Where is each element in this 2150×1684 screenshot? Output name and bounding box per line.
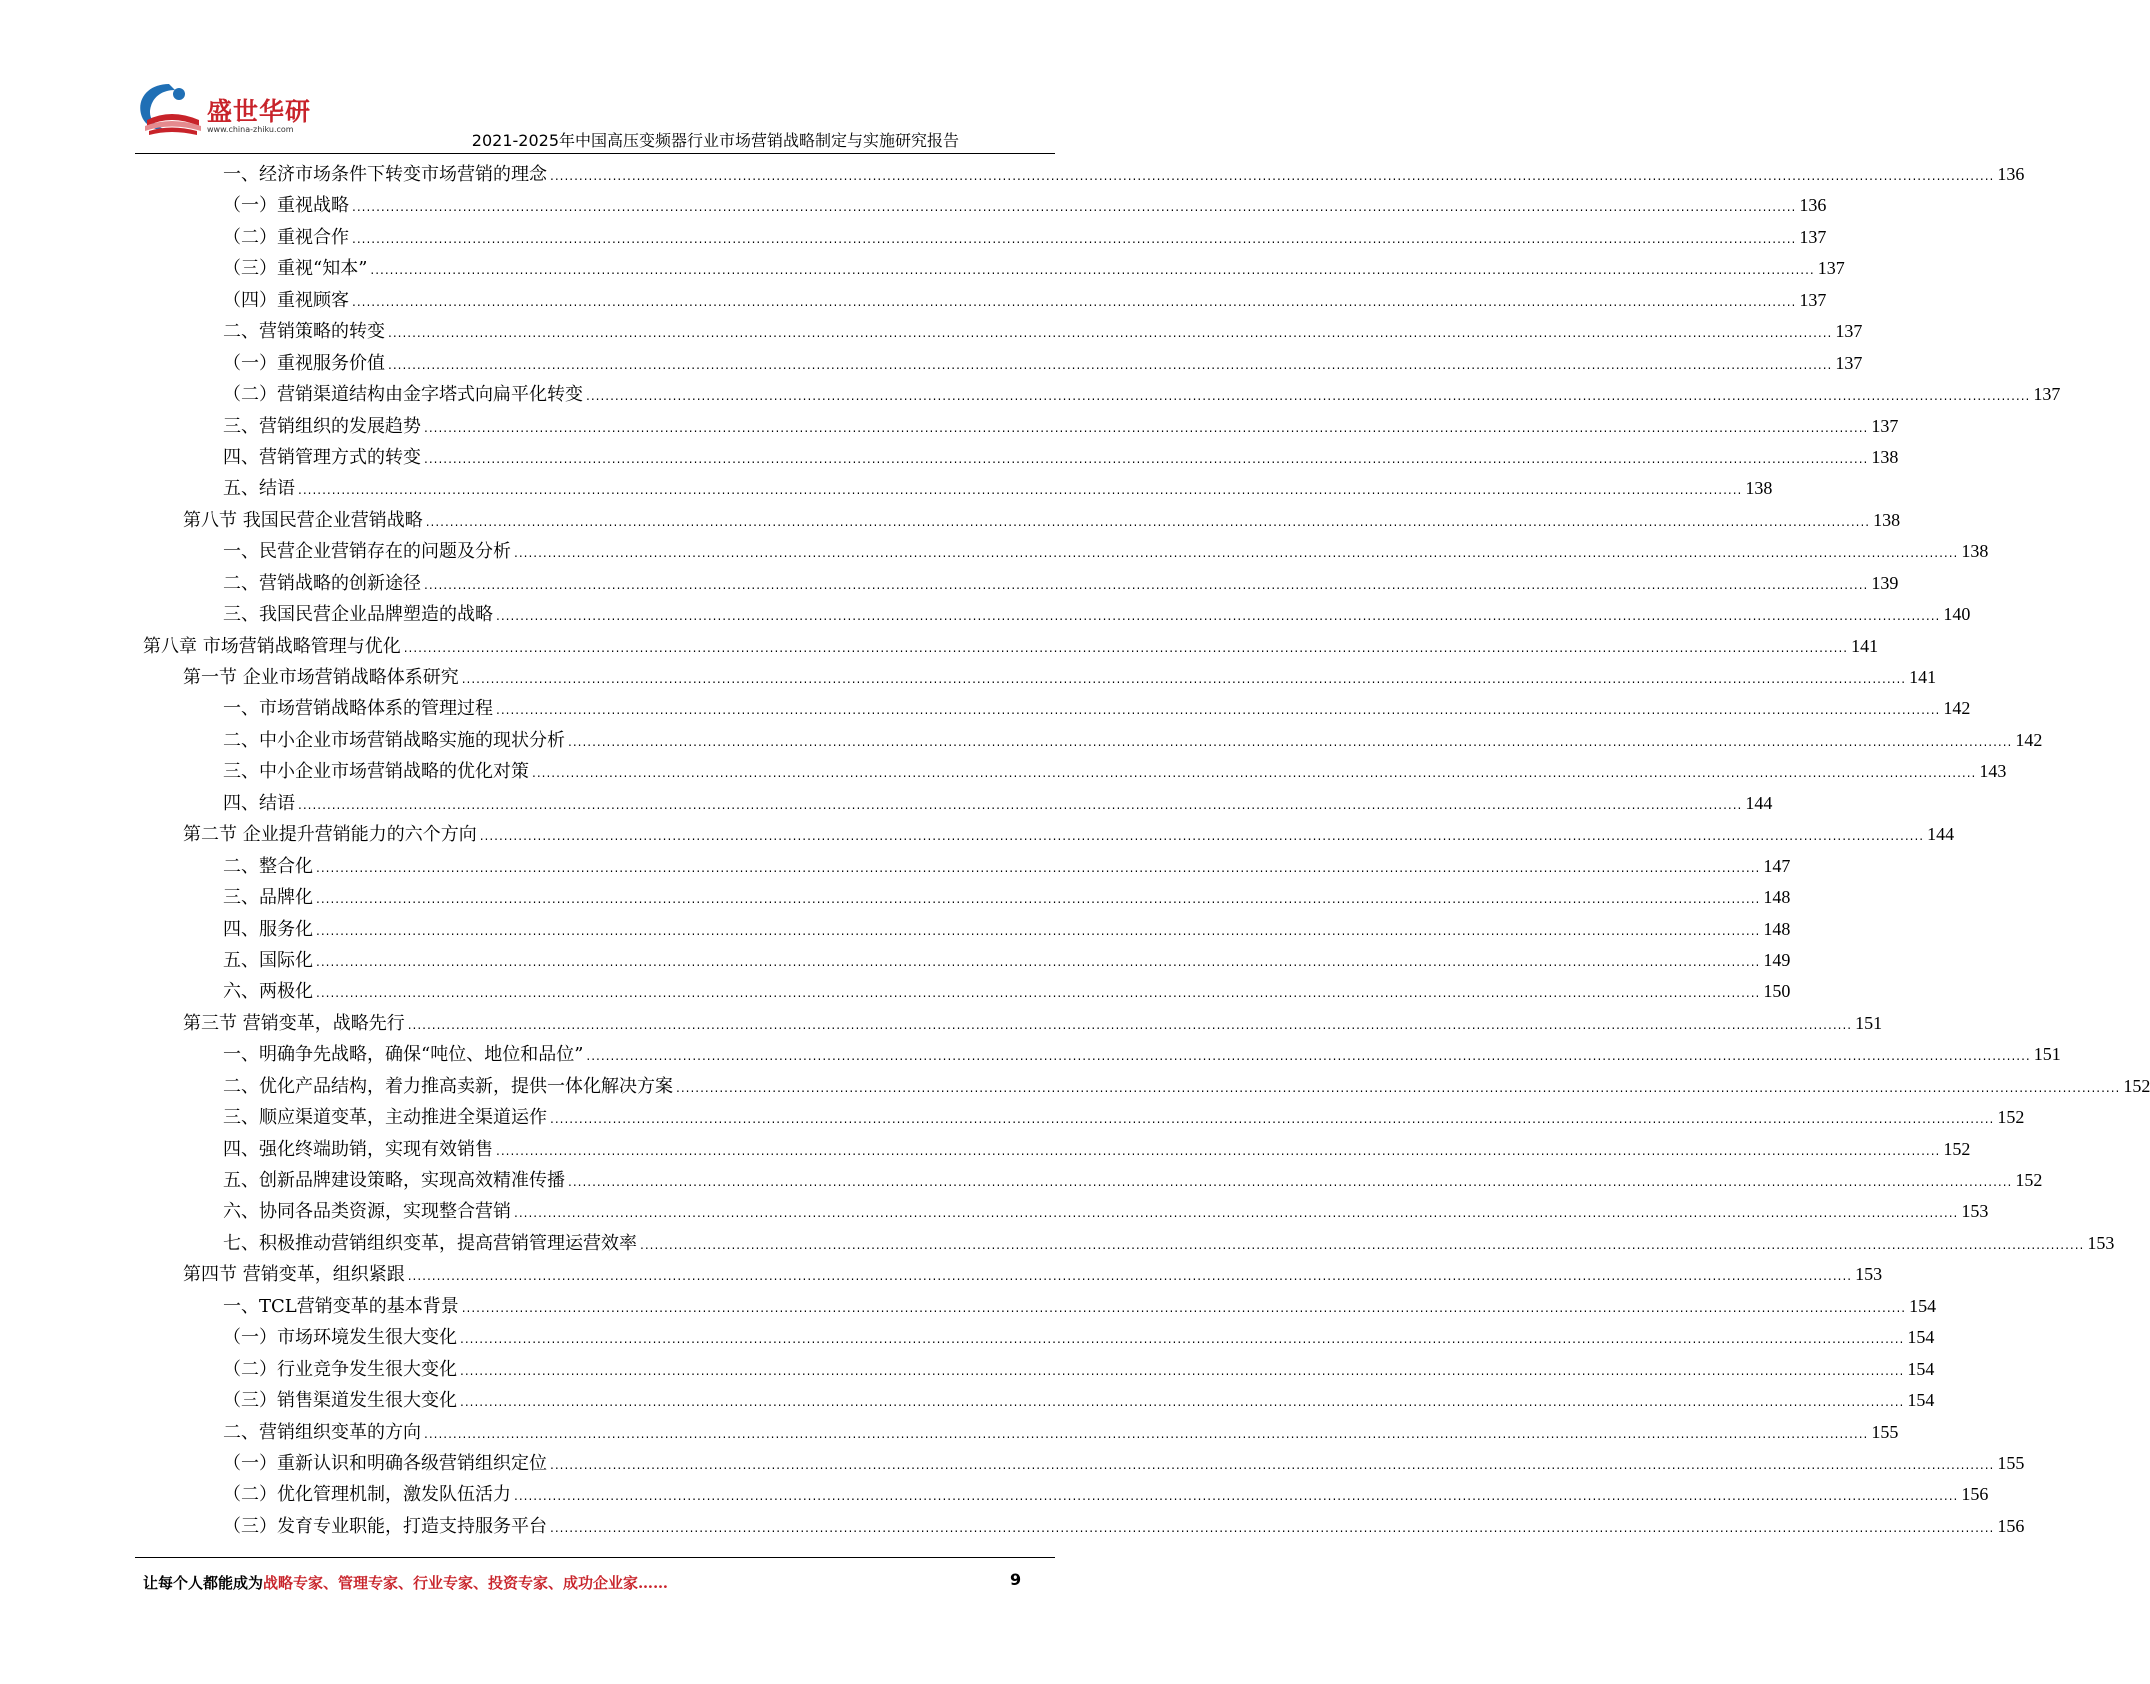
- toc-entry-page: 136: [1997, 164, 2025, 184]
- slogan-highlight: 战略专家、管理专家、行业专家、投资专家、成功企业家……: [263, 1574, 669, 1592]
- toc-entry-label: 二、整合化: [223, 855, 313, 877]
- toc-entry-label: （四）重视顾客: [223, 289, 349, 311]
- toc-dot-leader: ............................................................................................................................................................................................................................................................................................................: [424, 1426, 1869, 1441]
- toc-entry-label: （一）重新认识和明确各级营销组织定位: [223, 1452, 547, 1474]
- toc-entry-page: 140: [1943, 604, 1971, 625]
- toc-entry-label: 二、优化产品结构，着力推高卖新，提供一体化解决方案: [223, 1075, 673, 1097]
- toc-entry-page: 143: [1979, 761, 2007, 782]
- toc-dot-leader: ............................................................................................................................................................................................................................................................................................................: [424, 451, 1869, 466]
- company-logo: [135, 80, 310, 150]
- toc-dot-leader: ............................................................................................................................................................................................................................................................................................................: [568, 1175, 2013, 1189]
- toc-dot-leader: ............................................................................................................................................................................................................................................................................................................: [676, 1080, 2121, 1095]
- toc-entry-label: 四、服务化: [223, 918, 313, 940]
- toc-dot-leader: ............................................................................................................................................................................................................................................................................................................: [460, 1332, 1905, 1347]
- toc-entry-label: （一）市场环境发生很大变化: [223, 1327, 457, 1349]
- toc-entry[interactable]: [143, 1355, 1935, 1386]
- toc-dot-leader: ............................................................................................................................................................................................................................................................................................................: [496, 703, 1941, 718]
- toc-entry-page: 155: [1997, 1452, 2025, 1473]
- toc-dot-leader: ............................................................................................................................................................................................................................................................................................................: [403, 640, 1849, 655]
- toc-entry-label: （三）销售渠道发生很大变化: [223, 1390, 457, 1412]
- toc-entry-page: 141: [1909, 667, 1937, 687]
- toc-entry[interactable]: [143, 789, 1773, 820]
- toc-dot-leader: ............................................................................................................................................................................................................................................................................................................: [352, 200, 1797, 215]
- toc-entry-page: 138: [1745, 478, 1773, 499]
- toc-entry[interactable]: [143, 1512, 2025, 1543]
- toc-entry-label: 二、营销组织变革的方向: [223, 1421, 421, 1443]
- toc-entry-label: 四、强化终端助销，实现有效销售: [223, 1138, 493, 1160]
- toc-entry-page: 151: [1855, 1012, 1883, 1033]
- toc-dot-leader: ............................................................................................................................................................................................................................................................................................................: [460, 1395, 1905, 1410]
- toc-entry[interactable]: [143, 254, 1845, 285]
- toc-entry-page: 142: [2015, 729, 2043, 750]
- toc-entry[interactable]: [143, 160, 2025, 191]
- toc-entry-label: 第三节 营销变革，战略先行: [183, 1012, 405, 1034]
- toc-dot-leader: ............................................................................................................................................................................................................................................................................................................: [424, 577, 1869, 592]
- toc-entry[interactable]: [143, 1072, 2150, 1103]
- toc-entry-page: 137: [1799, 289, 1827, 310]
- toc-dot-leader: ............................................................................................................................................................................................................................................................................................................: [316, 954, 1761, 969]
- toc-entry-label: 一、明确争先战略，确保“吨位、地位和品位”: [223, 1044, 584, 1066]
- toc-entry[interactable]: [143, 726, 2043, 757]
- toc-entry[interactable]: [143, 1480, 1989, 1511]
- toc-entry-page: 138: [1961, 541, 1989, 562]
- toc-entry-page: 153: [1855, 1264, 1883, 1285]
- toc-entry-page: 153: [1961, 1201, 1989, 1222]
- toc-entry-page: 154: [1909, 1295, 1937, 1316]
- toc-dot-leader: ............................................................................................................................................................................................................................................................................................................: [532, 766, 1977, 781]
- toc-dot-leader: ............................................................................................................................................................................................................................................................................................................: [514, 1489, 1959, 1504]
- toc-entry-label: 五、创新品牌建设策略，实现高效精准传播: [223, 1170, 565, 1191]
- toc-entry-label: 四、营销管理方式的转变: [223, 446, 421, 468]
- toc-dot-leader: ............................................................................................................................................................................................................................................................................................................: [388, 326, 1833, 341]
- toc-entry-label: 第一节 企业市场营销战略体系研究: [183, 667, 459, 688]
- toc-entry-label: 二、营销战略的创新途径: [223, 572, 421, 594]
- toc-entry[interactable]: [143, 1009, 1883, 1040]
- toc-entry[interactable]: [143, 852, 1791, 883]
- report-title: 2021-2025年中国高压变频器行业市场营销战略制定与实施研究报告: [471, 131, 959, 150]
- toc-dot-leader: ............................................................................................................................................................................................................................................................................................................: [550, 1457, 1995, 1472]
- toc-entry-page: 148: [1763, 887, 1791, 908]
- header-divider: [135, 153, 1055, 154]
- toc-entry-label: 一、民营企业营销存在的问题及分析: [223, 541, 511, 563]
- toc-entry[interactable]: [143, 915, 1791, 946]
- toc-entry[interactable]: [143, 632, 1879, 663]
- toc-entry-label: 二、中小企业市场营销战略实施的现状分析: [223, 729, 565, 751]
- toc-entry-page: 152: [1943, 1138, 1971, 1159]
- toc-entry-label: （一）重视战略: [223, 195, 349, 217]
- toc-dot-leader: ............................................................................................................................................................................................................................................................................................................: [514, 1206, 1959, 1221]
- toc-entry[interactable]: [143, 977, 1791, 1008]
- toc-entry-page: 144: [1927, 824, 1955, 845]
- toc-dot-leader: ............................................................................................................................................................................................................................................................................................................: [388, 357, 1833, 372]
- toc-entry[interactable]: [143, 380, 2061, 411]
- toc-entry-label: 三、顺应渠道变革，主动推进全渠道运作: [223, 1107, 547, 1129]
- toc-entry-page: 152: [1997, 1107, 2025, 1128]
- toc-dot-leader: ............................................................................................................................................................................................................................................................................................................: [586, 389, 2031, 404]
- toc-entry[interactable]: [143, 1418, 1899, 1449]
- toc-entry-label: （三）发育专业职能，打造支持服务平台: [223, 1515, 547, 1537]
- toc-dot-leader: ............................................................................................................................................................................................................................................................................................................: [479, 829, 1925, 844]
- toc-dot-leader: ............................................................................................................................................................................................................................................................................................................: [461, 1300, 1907, 1315]
- toc-entry-page: 153: [2087, 1232, 2115, 1253]
- logo-url: www.china-zhiku.com: [207, 125, 294, 134]
- toc-dot-leader: ............................................................................................................................................................................................................................................................................................................: [316, 860, 1761, 875]
- toc-entry-label: 三、中小企业市场营销战略的优化对策: [223, 761, 529, 783]
- toc-entry-label: 三、营销组织的发展趋势: [223, 415, 421, 437]
- toc-entry-label: 七、积极推动营销组织变革，提高营销管理运营效率: [223, 1232, 637, 1254]
- toc-entry-label: 五、国际化: [223, 949, 313, 971]
- toc-entry-page: 147: [1763, 855, 1791, 876]
- toc-dot-leader: ............................................................................................................................................................................................................................................................................................................: [586, 1049, 2031, 1064]
- toc-entry[interactable]: [143, 1103, 2025, 1134]
- logo-name: 盛世华研: [207, 97, 312, 126]
- toc-entry-page: 155: [1871, 1421, 1899, 1442]
- toc-entry[interactable]: [143, 1260, 1883, 1291]
- toc-entry-label: （二）重视合作: [223, 226, 349, 248]
- toc-entry-page: 137: [1835, 321, 1863, 342]
- toc-entry[interactable]: [143, 1323, 1935, 1354]
- toc-entry[interactable]: [143, 1197, 1989, 1228]
- toc-entry-label: 二、营销策略的转变: [223, 321, 385, 343]
- toc-entry-label: （三）重视“知本”: [223, 258, 368, 280]
- toc-dot-leader: ............................................................................................................................................................................................................................................................................................................: [461, 672, 1907, 686]
- toc-dot-leader: ............................................................................................................................................................................................................................................................................................................: [424, 420, 1869, 435]
- toc-entry[interactable]: [143, 663, 1937, 694]
- toc-dot-leader: ............................................................................................................................................................................................................................................................................................................: [352, 294, 1797, 309]
- toc-entry-page: 141: [1851, 635, 1879, 656]
- toc-dot-leader: ............................................................................................................................................................................................................................................................................................................: [407, 1017, 1853, 1032]
- toc-dot-leader: ............................................................................................................................................................................................................................................................................................................: [407, 1269, 1853, 1284]
- toc-entry-page: 137: [1817, 258, 1845, 279]
- toc-entry-page: 148: [1763, 918, 1791, 939]
- toc-dot-leader: ............................................................................................................................................................................................................................................................................................................: [298, 483, 1743, 498]
- page-header: [0, 0, 1191, 160]
- toc-entry-page: 156: [1961, 1484, 1989, 1505]
- toc-entry[interactable]: [143, 946, 1791, 977]
- toc-entry[interactable]: [143, 223, 1827, 254]
- toc-entry-label: 一、经济市场条件下转变市场营销的理念: [223, 164, 547, 185]
- toc-entry[interactable]: [143, 317, 1863, 348]
- toc-dot-leader: ............................................................................................................................................................................................................................................................................................................: [298, 797, 1743, 812]
- toc-entry-label: 第八节 我国民营企业营销战略: [183, 509, 423, 531]
- toc-entry-page: 156: [1997, 1515, 2025, 1536]
- toc-entry-page: 144: [1745, 792, 1773, 813]
- toc-entry-page: 150: [1763, 981, 1791, 1002]
- toc-dot-leader: ............................................................................................................................................................................................................................................................................................................: [352, 231, 1797, 246]
- toc-entry[interactable]: [143, 443, 1899, 474]
- toc-entry[interactable]: [143, 1135, 1971, 1166]
- toc-entry[interactable]: [143, 1292, 1937, 1323]
- toc-entry-label: 一、市场营销战略体系的管理过程: [223, 698, 493, 720]
- toc-entry[interactable]: [143, 1166, 2043, 1197]
- page-number: 9: [1010, 1570, 1022, 1589]
- toc-entry-page: 151: [2033, 1044, 2061, 1065]
- toc-entry[interactable]: [143, 1386, 1935, 1417]
- toc-entry[interactable]: [143, 1040, 2061, 1071]
- toc-entry-label: 三、我国民营企业品牌塑造的战略: [223, 604, 493, 626]
- toc-dot-leader: ............................................................................................................................................................................................................................................................................................................: [550, 1520, 1995, 1535]
- toc-entry-label: （一）重视服务价值: [223, 352, 385, 374]
- toc-entry[interactable]: [143, 474, 1773, 505]
- toc-entry[interactable]: [143, 191, 1827, 222]
- toc-dot-leader: ............................................................................................................................................................................................................................................................................................................: [514, 546, 1959, 561]
- toc-dot-leader: ............................................................................................................................................................................................................................................................................................................: [316, 986, 1761, 1001]
- toc-entry-page: 138: [1871, 446, 1899, 467]
- toc-entry-page: 152: [2015, 1170, 2043, 1190]
- toc-entry-label: 一、TCL营销变革的基本背景: [223, 1295, 459, 1317]
- toc-entry-label: 第八章 市场营销战略管理与优化: [143, 635, 401, 657]
- toc-entry-label: 四、结语: [223, 792, 295, 814]
- toc-entry-page: 154: [1907, 1390, 1935, 1411]
- toc-entry-label: 六、协同各品类资源，实现整合营销: [223, 1201, 511, 1223]
- toc-entry[interactable]: [143, 600, 1971, 631]
- toc-entry-label: 第四节 营销变革，组织紧跟: [183, 1264, 405, 1286]
- toc-entry-label: 三、品牌化: [223, 887, 313, 909]
- toc-entry-label: （二）行业竞争发生很大变化: [223, 1358, 457, 1380]
- toc-entry-page: 142: [1943, 698, 1971, 719]
- slogan-prefix: 让每个人都能成为: [143, 1574, 264, 1592]
- toc-dot-leader: ............................................................................................................................................................................................................................................................................................................: [568, 734, 2013, 749]
- toc-entry[interactable]: [143, 412, 1899, 443]
- toc-entry[interactable]: [143, 286, 1827, 317]
- toc-entry-page: 137: [2033, 384, 2061, 405]
- toc-entry[interactable]: [143, 1449, 2025, 1480]
- toc-entry[interactable]: [143, 883, 1791, 914]
- toc-entry-label: 第二节 企业提升营销能力的六个方向: [183, 824, 477, 846]
- toc-entry-page: 139: [1871, 572, 1899, 593]
- toc-dot-leader: ............................................................................................................................................................................................................................................................................................................: [496, 1143, 1941, 1158]
- footer-divider: [135, 1557, 1055, 1558]
- toc-entry-page: 137: [1835, 352, 1863, 373]
- toc-entry[interactable]: [143, 820, 1955, 851]
- toc-entry[interactable]: [143, 1229, 2115, 1260]
- toc-entry[interactable]: [143, 757, 2007, 788]
- toc-dot-leader: ............................................................................................................................................................................................................................................................................................................: [550, 1112, 1995, 1127]
- toc-dot-leader: ............................................................................................................................................................................................................................................................................................................: [316, 923, 1761, 938]
- toc-entry[interactable]: [143, 694, 1971, 725]
- toc-dot-leader: ............................................................................................................................................................................................................................................................................................................: [370, 263, 1815, 278]
- toc-dot-leader: ............................................................................................................................................................................................................................................................................................................: [640, 1237, 2085, 1252]
- toc-entry-label: 六、两极化: [223, 981, 313, 1003]
- toc-dot-leader: ............................................................................................................................................................................................................................................................................................................: [496, 609, 1941, 624]
- toc-dot-leader: ............................................................................................................................................................................................................................................................................................................: [550, 169, 1995, 183]
- toc-entry-page: 149: [1763, 949, 1791, 970]
- toc-entry-page: 154: [1907, 1327, 1935, 1348]
- toc-entry-label: （二）营销渠道结构由金字塔式向扁平化转变: [223, 384, 583, 406]
- toc-entry-page: 138: [1873, 509, 1901, 530]
- toc-entry-page: 137: [1871, 415, 1899, 436]
- toc-dot-leader: ............................................................................................................................................................................................................................................................................................................: [316, 892, 1761, 907]
- toc-entry[interactable]: [143, 349, 1863, 380]
- toc-entry-page: 152: [2123, 1075, 2150, 1096]
- toc-entry-label: 五、结语: [223, 478, 295, 500]
- footer-slogan: [143, 1572, 668, 1593]
- toc-entry[interactable]: [143, 537, 1989, 568]
- toc-entry[interactable]: [143, 569, 1899, 600]
- toc-entry-page: 154: [1907, 1358, 1935, 1379]
- toc-dot-leader: ............................................................................................................................................................................................................................................................................................................: [460, 1363, 1905, 1378]
- toc-entry-page: 136: [1799, 195, 1827, 216]
- toc-entry-label: （二）优化管理机制，激发队伍活力: [223, 1484, 511, 1506]
- toc-entry[interactable]: [143, 506, 1901, 537]
- toc-entry-page: 137: [1799, 226, 1827, 247]
- table-of-contents: [143, 160, 2150, 1543]
- logo-emblem-icon: [135, 80, 207, 140]
- toc-dot-leader: ............................................................................................................................................................................................................................................................................................................: [425, 514, 1871, 529]
